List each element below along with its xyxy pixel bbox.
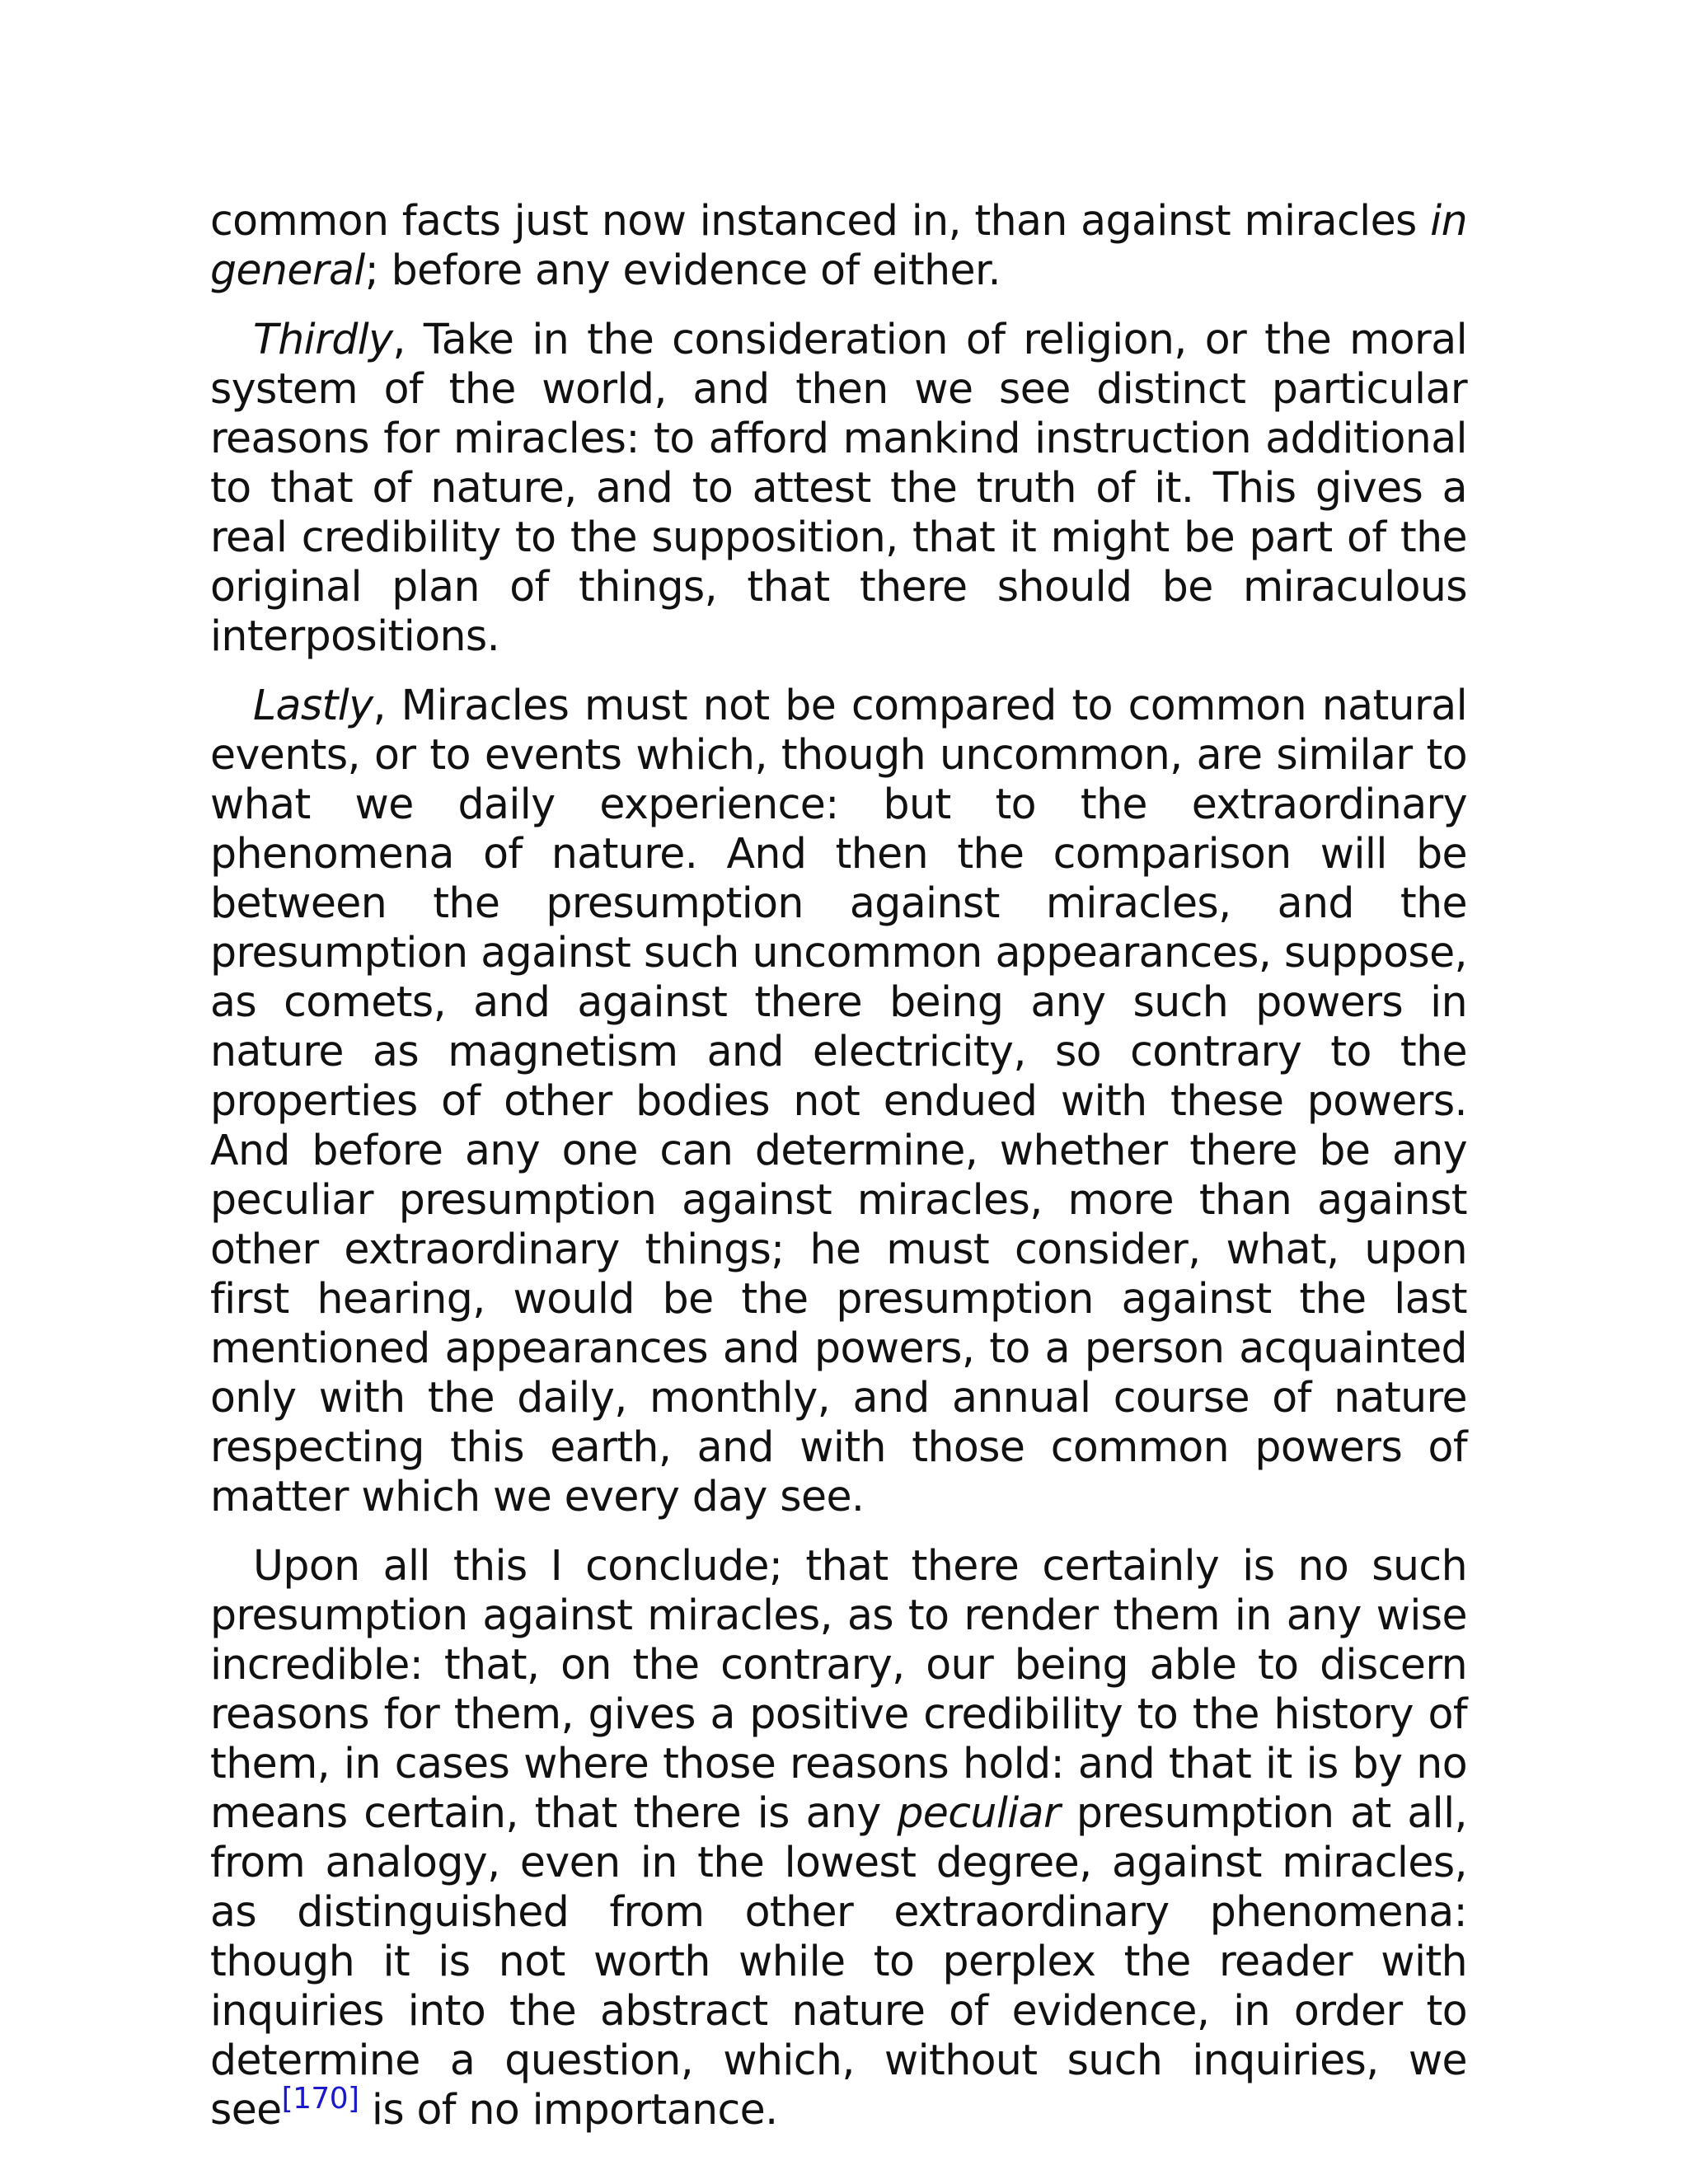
paragraph-2-italic: Thirdly	[253, 315, 393, 363]
paragraph-1-text: common facts just now instanced in, than against miracles	[210, 196, 1431, 245]
paragraph-2-text: , Take in the consideration of religion, or the moral system of the world, and then we see distinct particular reasons for miracles: to afford mankind instruction additional to that of nature, and to attest the truth of it. This gives a real credibility to the supposition, that it might be part of the original plan of things, that there should be miraculous interpositions.	[210, 315, 1467, 660]
paragraph-4-text: Upon all this I conclude; that there certainly is no such presumption against miracles, as to render them in any wise incredible: that, on the contrary, our being able to discern reasons for them, gives a positive credibility to the history of them, in cases where those reasons hold: and that it is by no means certain, that there is any	[210, 1541, 1467, 1837]
paragraph-2	[210, 315, 1467, 661]
paragraph-3-italic: Lastly	[253, 681, 373, 729]
paragraph-1-text-end: ; before any evidence of either.	[364, 246, 1001, 294]
paragraph-1-italic: in general	[210, 196, 1467, 294]
paragraph-3	[210, 681, 1467, 1521]
footnote-ref-170[interactable]: [170]	[281, 2082, 359, 2116]
paragraph-3-text: , Miracles must not be compared to common natural events, or to events which, though uncommon, are similar to what we daily experience: but to the extraordinary phenomena of nature. And then the comparison will be between the presumption against miracles, and the presumption against such uncommon appearances, suppose, as comets, and against there being any such powers in nature as magnetism and electricity, so contrary to the properties of other bodies not endued with these powers. And before any one can determine, whether there be any peculiar presumption against miracles, more than against other extraordinary things; he must consider, what, upon first hearing, would be the presumption against the last mentioned appearances and powers, to a person acquainted only with the daily, monthly, and annual course of nature respecting this earth, and with those common powers of matter which we every day see.	[210, 681, 1467, 1521]
page-body	[210, 196, 1467, 2135]
paragraph-4	[210, 1541, 1467, 2135]
paragraph-1	[210, 196, 1467, 295]
paragraph-4-text-middle: presumption at all, from analogy, even in the lowest degree, against miracles, as distinguished from other extraordinary phenomena: though it is not worth while to perplex the reader with inquiries into the abstract nature of evidence, in order to determine a question, which, without such inquiries, we see	[210, 1788, 1467, 2134]
paragraph-4-text-end: is of no importance.	[359, 2085, 778, 2134]
paragraph-4-italic: peculiar	[897, 1788, 1061, 1837]
